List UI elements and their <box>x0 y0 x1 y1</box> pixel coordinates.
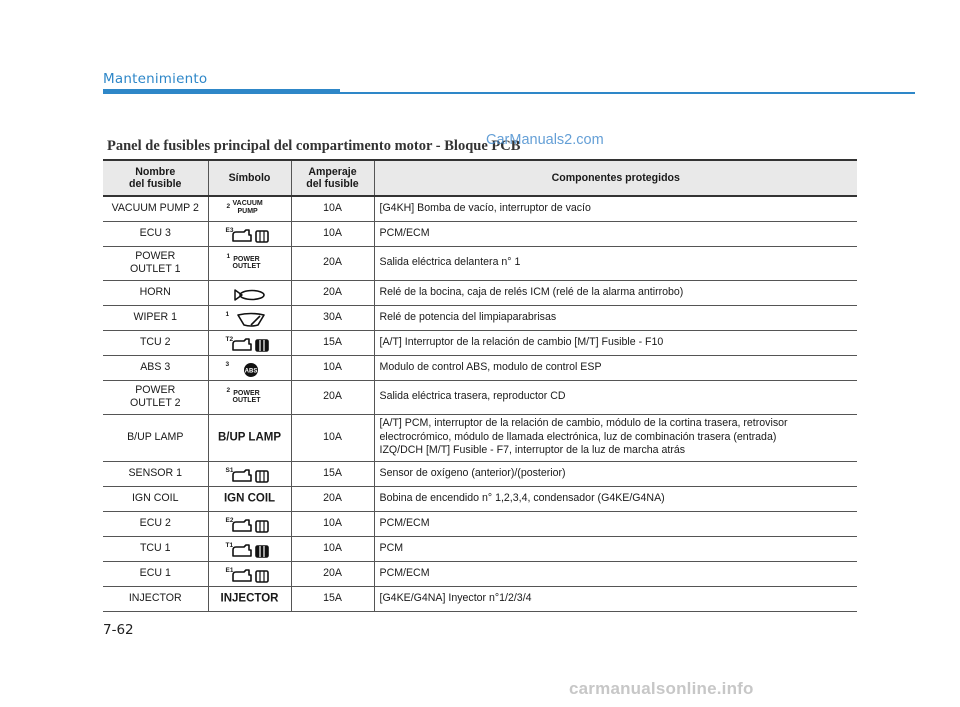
fuse-name: ECU 3 <box>103 221 208 246</box>
fuse-amperage: 20A <box>291 561 374 586</box>
fuse-components: Salida eléctrica delantera n° 1 <box>374 246 857 280</box>
fuse-components: Bobina de encendido n° 1,2,3,4, condensador (G4KE/G4NA) <box>374 486 857 511</box>
fuse-components: Modulo de control ABS, modulo de control ESP <box>374 355 857 380</box>
symbol-label: B/UP LAMP <box>217 430 282 443</box>
page-title: Panel de fusibles principal del compartimento motor - Bloque PCB <box>107 138 521 154</box>
fuse-components: [A/T] Interruptor de la relación de cambio [M/T] Fusible - F10 <box>374 330 857 355</box>
fuse-symbol <box>208 305 291 330</box>
fuse-components: [A/T] PCM, interruptor de la relación de cambio, módulo de la cortina trasera, retrovisor electrocrómico, módulo de llamada electrónica, luz de combinación trasera (entrada) IZQ/DCH [M/T] Fusible - F7, interruptor de la luz de marcha atrás <box>374 414 857 461</box>
header-bar-line <box>340 92 915 94</box>
fuse-name: TCU 1 <box>103 536 208 561</box>
symbol-box <box>209 587 291 611</box>
fuse-name: SENSOR 1 <box>103 461 208 486</box>
table-row <box>103 221 857 246</box>
fuse-amperage: 10A <box>291 536 374 561</box>
symbol-box <box>209 415 291 461</box>
table-row <box>103 246 857 280</box>
symbol-superscript: E1 <box>225 566 234 574</box>
fuse-name: ECU 1 <box>103 561 208 586</box>
col-header-name <box>103 160 208 196</box>
table-header-row <box>103 160 857 196</box>
symbol-superscript: E3 <box>225 226 234 234</box>
table-row <box>103 196 857 221</box>
table-row <box>103 305 857 330</box>
fuse-amperage: 20A <box>291 246 374 280</box>
fuse-symbol <box>208 511 291 536</box>
fuse-components: [G4KE/G4NA] Inyector n°1/2/3/4 <box>374 586 857 611</box>
fuse-components: Relé de la bocina, caja de relés ICM (relé de la alarma antirrobo) <box>374 280 857 305</box>
fuse-symbol <box>208 280 291 305</box>
symbol-superscript: 2 <box>226 203 231 210</box>
watermark-top: CarManuals2.com <box>486 132 604 148</box>
section-header: Mantenimiento <box>103 71 208 87</box>
fuse-symbol <box>208 196 291 221</box>
fuse-amperage: 15A <box>291 461 374 486</box>
symbol-box <box>209 197 291 221</box>
fuse-amperage: 15A <box>291 586 374 611</box>
fuse-name: ECU 2 <box>103 511 208 536</box>
symbol-label: IGN COIL <box>223 491 276 504</box>
fuse-table <box>103 159 857 612</box>
fuse-amperage: 30A <box>291 305 374 330</box>
symbol-superscript: E2 <box>225 516 234 524</box>
symbol-superscript: 1 <box>226 252 231 260</box>
fuse-name: POWER OUTLET 2 <box>103 380 208 414</box>
fuse-name: B/UP LAMP <box>103 414 208 461</box>
col-header-comp-text: Componentes protegidos <box>551 171 680 184</box>
fuse-symbol <box>208 561 291 586</box>
fuse-name: INJECTOR <box>103 586 208 611</box>
fuse-components: PCM <box>374 536 857 561</box>
abs-icon-label: ABS <box>244 368 257 375</box>
col-header-symbol-text: Símbolo <box>228 171 271 184</box>
symbol-label: INJECTOR <box>220 591 279 604</box>
fuse-symbol <box>208 221 291 246</box>
symbol-superscript: 3 <box>225 360 230 368</box>
fuse-name: VACUUM PUMP 2 <box>103 196 208 221</box>
symbol-box <box>209 562 291 586</box>
fuse-components: Sensor de oxígeno (anterior)/(posterior) <box>374 461 857 486</box>
symbol-superscript: S1 <box>225 466 234 474</box>
fuse-amperage: 15A <box>291 330 374 355</box>
table-row <box>103 511 857 536</box>
symbol-box <box>209 222 291 246</box>
symbol-box <box>209 462 291 486</box>
fuse-amperage: 10A <box>291 196 374 221</box>
fuse-components: PCM/ECM <box>374 511 857 536</box>
symbol-superscript: T1 <box>225 541 234 549</box>
symbol-label: POWER OUTLET <box>232 389 261 404</box>
table-row <box>103 586 857 611</box>
symbol-box <box>209 487 291 511</box>
fuse-amperage: 10A <box>291 355 374 380</box>
fuse-name: TCU 2 <box>103 330 208 355</box>
col-header-comp <box>374 160 857 196</box>
fuse-name: IGN COIL <box>103 486 208 511</box>
fuse-amperage: 20A <box>291 486 374 511</box>
fuse-amperage: 10A <box>291 221 374 246</box>
table-row <box>103 536 857 561</box>
fuse-symbol <box>208 246 291 280</box>
fuse-symbol <box>208 380 291 414</box>
fuse-components: Relé de potencia del limpiaparabrisas <box>374 305 857 330</box>
symbol-box <box>209 306 291 330</box>
fuse-name: ABS 3 <box>103 355 208 380</box>
table-row <box>103 355 857 380</box>
symbol-label: VACUUM PUMP <box>232 200 263 215</box>
symbol-box <box>209 281 291 305</box>
table-row <box>103 330 857 355</box>
symbol-box <box>209 512 291 536</box>
fuse-symbol <box>208 330 291 355</box>
col-header-name-text: Nombre del fusible <box>129 165 182 190</box>
symbol-box <box>209 331 291 355</box>
table-row <box>103 486 857 511</box>
table-row <box>103 280 857 305</box>
col-header-symbol <box>208 160 291 196</box>
header-bar-accent <box>103 89 340 94</box>
fuse-components: PCM/ECM <box>374 561 857 586</box>
col-header-amp <box>291 160 374 196</box>
fuse-name: HORN <box>103 280 208 305</box>
table-row <box>103 414 857 461</box>
fuse-name: POWER OUTLET 1 <box>103 246 208 280</box>
symbol-box <box>209 537 291 561</box>
symbol-superscript: T2 <box>225 335 234 343</box>
fuse-symbol <box>208 486 291 511</box>
page-number: 7-62 <box>103 622 134 638</box>
fuse-amperage: 20A <box>291 280 374 305</box>
fuse-components: Salida eléctrica trasera, reproductor CD <box>374 380 857 414</box>
symbol-superscript: 2 <box>226 386 231 394</box>
fuse-amperage: 10A <box>291 511 374 536</box>
table-row <box>103 561 857 586</box>
fuse-symbol <box>208 586 291 611</box>
symbol-box <box>209 247 291 280</box>
symbol-superscript: 1 <box>225 310 230 318</box>
fuse-symbol <box>208 414 291 461</box>
fuse-name: WIPER 1 <box>103 305 208 330</box>
symbol-label: POWER OUTLET <box>232 255 261 270</box>
watermark-bottom: carmanualsonline.info <box>569 679 754 698</box>
table-row <box>103 461 857 486</box>
fuse-amperage: 20A <box>291 380 374 414</box>
fuse-components: PCM/ECM <box>374 221 857 246</box>
symbol-box <box>209 356 291 380</box>
fuse-symbol <box>208 536 291 561</box>
table-row <box>103 380 857 414</box>
fuse-symbol <box>208 355 291 380</box>
symbol-box <box>209 381 291 414</box>
col-header-amp-text: Amperaje del fusible <box>306 165 359 190</box>
fuse-symbol <box>208 461 291 486</box>
fuse-amperage: 10A <box>291 414 374 461</box>
fuse-components: [G4KH] Bomba de vacío, interruptor de vacío <box>374 196 857 221</box>
